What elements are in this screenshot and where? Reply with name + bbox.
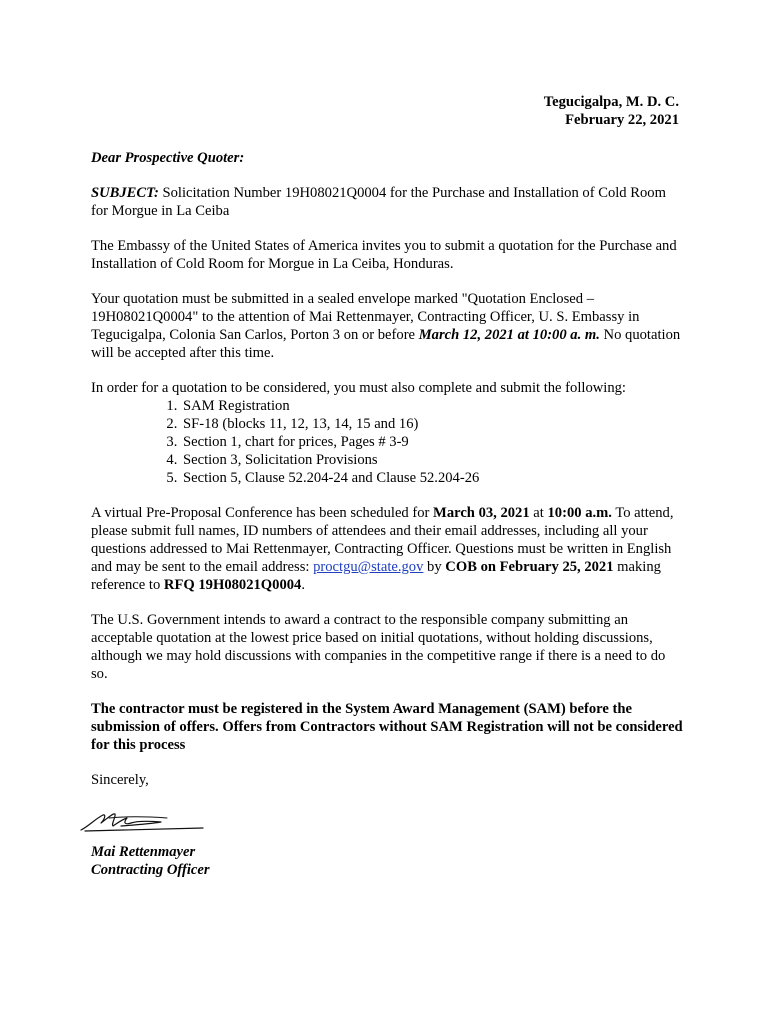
conference-text: .	[301, 577, 306, 593]
date-line: February 22, 2021	[565, 112, 679, 128]
email-link[interactable]: proctgu@state.gov	[313, 559, 424, 575]
signer-title: Contracting Officer	[91, 862, 210, 878]
signer-block	[91, 843, 683, 879]
invitation-paragraph: The Embassy of the United States of America invites you to submit a quotation for the Purchase and Installation of Cold Room for Morgue in La Ceiba, Honduras.	[91, 238, 677, 272]
list-item: 1. SAM Registration	[181, 397, 683, 415]
deadline: March 12, 2021 at 10:00 a. m.	[418, 327, 600, 343]
requirements-list	[91, 397, 683, 487]
signer-name: Mai Rettenmayer	[91, 844, 196, 860]
letter-body	[91, 149, 683, 879]
conference-text: making reference to	[91, 559, 661, 593]
sam-warning-paragraph: The contractor must be registered in the System Award Management (SAM) before the submission of offers. Offers from Contractors without SAM Registration will not be considered for this process	[91, 701, 683, 753]
requirements-intro: In order for a quotation to be considered, you must also complete and submit the following:	[91, 380, 626, 396]
conference-paragraph	[91, 504, 683, 594]
list-item: 4. Section 3, Solicitation Provisions	[181, 451, 683, 469]
submission-paragraph	[91, 290, 683, 362]
conference-date: March 03, 2021	[433, 505, 530, 521]
subject-text: Solicitation Number 19H08021Q0004 for the Purchase and Installation of Cold Room for Morgue in La Ceiba	[91, 185, 666, 219]
closing: Sincerely,	[91, 772, 149, 788]
date-block	[544, 93, 679, 129]
salutation: Dear Prospective Quoter:	[91, 150, 245, 166]
subject-paragraph	[91, 184, 683, 220]
questions-deadline: COB on February 25, 2021	[445, 559, 614, 575]
location-line: Tegucigalpa, M. D. C.	[543, 94, 679, 110]
conference-time: 10:00 a.m.	[547, 505, 612, 521]
conference-text: at	[529, 505, 548, 521]
rfq-reference: RFQ 19H08021Q0004	[163, 577, 302, 593]
subject-label: SUBJECT:	[91, 185, 159, 201]
list-item: 3. Section 1, chart for prices, Pages # 3-9	[181, 433, 683, 451]
list-item: 5. Section 5, Clause 52.204-24 and Clause 52.204-26	[181, 469, 683, 487]
signature-image	[79, 809, 205, 835]
conference-text: To attend, please submit full names, ID numbers of attendees and their email addresses, including all your questions addressed to Mai Rettenmayer, Contracting Officer. Questions must be written in English and may be sent to the email address:	[91, 505, 674, 575]
submission-text-end: No quotation will be accepted after this time.	[91, 327, 681, 361]
list-item: 2. SF-18 (blocks 11, 12, 13, 14, 15 and 16)	[181, 415, 683, 433]
submission-text: Your quotation must be submitted in a sealed envelope marked "Quotation Enclosed – 19H08021Q0004" to the attention of Mai Rettenmayer, Contracting Officer, U. S. Embassy in Tegucigalpa, Colonia San Carlos, Porton 3 on or before	[91, 291, 640, 343]
requirements-section	[91, 379, 683, 487]
award-paragraph: The U.S. Government intends to award a contract to the responsible company submitting an acceptable quotation at the lowest price based on initial quotations, without holding discussions, although we may hold discussions with companies in the competitive range if there is a need to do so.	[91, 612, 666, 682]
conference-text: A virtual Pre-Proposal Conference has been scheduled for	[91, 505, 434, 521]
conference-text: by	[423, 559, 446, 575]
